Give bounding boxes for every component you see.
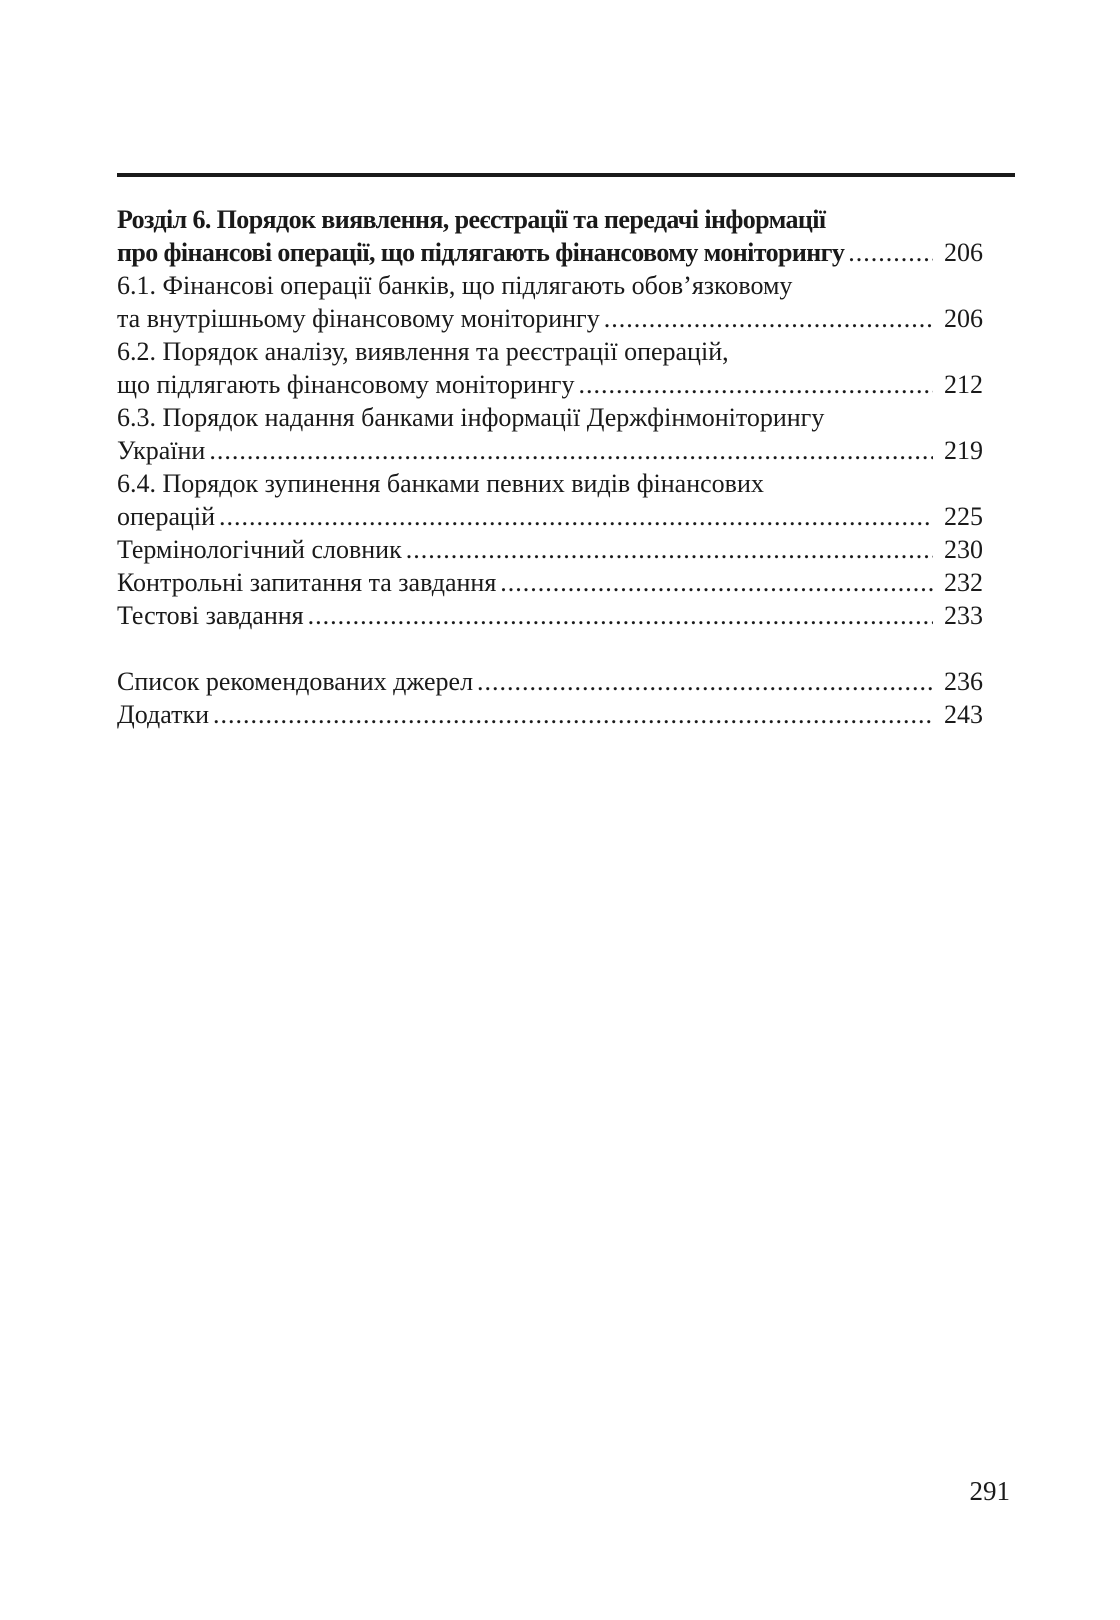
toc-page-number: 236 [944,667,983,696]
toc-entry-section-6-cont [117,236,983,269]
dot-leader [209,434,933,467]
toc-page-number: 219 [944,436,983,465]
toc-entry-title: 6.1. Фінансові операції банків, що підлягають обов’язковому [117,271,793,300]
toc-entry-title: та внутрішньому фінансовому моніторингу [117,304,600,333]
toc-entry-6-3-cont [117,434,983,467]
dot-leader [406,533,933,566]
toc-entry-title: 6.2. Порядок аналізу, виявлення та реєстрації операцій, [117,337,729,366]
toc-entry-6-4-cont [117,500,983,533]
toc-entry-title: про фінансові операції, що підлягають фінансовому моніторингу [117,238,845,267]
toc-entry-sources [117,665,983,698]
table-of-contents [117,203,983,731]
dot-leader [308,599,933,632]
dot-leader [500,566,933,599]
toc-entry-title: що підлягають фінансовому моніторингу [117,370,575,399]
toc-entry-title: Додатки [117,700,209,729]
dot-leader [477,665,933,698]
header-rule [117,173,1015,177]
dot-leader [848,236,933,269]
dot-leader [213,698,933,731]
toc-entry-questions [117,566,983,599]
toc-entry-6-2-cont [117,368,983,401]
toc-entry-title: Тестові завдання [117,601,304,630]
dot-leader [578,368,933,401]
toc-entry-title: Список рекомендованих джерел [117,667,474,696]
toc-entry-title: України [117,436,206,465]
toc-page-number: 206 [944,304,983,333]
toc-entry-glossary [117,533,983,566]
toc-entry-6-1 [117,269,983,302]
spacer [117,632,983,665]
toc-entry-6-1-cont [117,302,983,335]
toc-entry-title: Термінологічний словник [117,535,402,564]
toc-entry-6-3 [117,401,983,434]
page-number: 291 [969,1476,1010,1506]
toc-page-number: 230 [944,535,983,564]
toc-page-number: 212 [944,370,983,399]
dot-leader [604,302,933,335]
toc-page-number: 243 [944,700,983,729]
dot-leader [219,500,933,533]
toc-entry-title: операцій [117,502,216,531]
toc-page-number: 225 [944,502,983,531]
toc-entry-tests [117,599,983,632]
toc-entry-title: Розділ 6. Порядок виявлення, реєстрації та передачі інформації [117,205,826,234]
toc-page-number: 232 [944,568,983,597]
toc-entry-title: 6.3. Порядок надання банками інформації Держфінмоніторингу [117,403,825,432]
toc-page-number: 206 [944,238,983,267]
toc-entry-6-4 [117,467,983,500]
toc-entry-section-6 [117,203,983,236]
toc-entry-6-2 [117,335,983,368]
toc-entry-title: 6.4. Порядок зупинення банками певних видів фінансових [117,469,764,498]
toc-page-number: 233 [944,601,983,630]
toc-entry-appendix [117,698,983,731]
toc-entry-title: Контрольні запитання та завдання [117,568,497,597]
